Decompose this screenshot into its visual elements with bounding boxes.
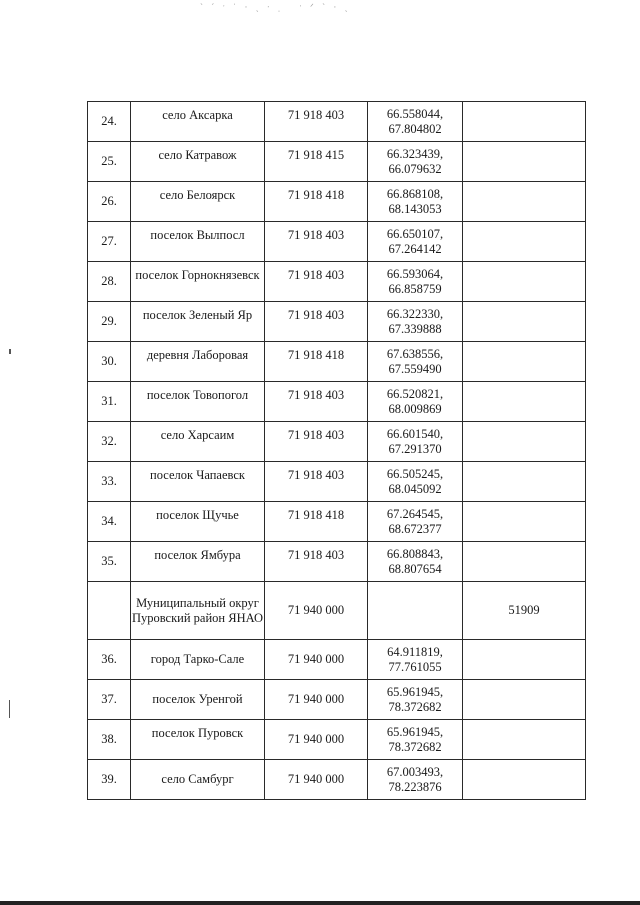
code-cell [463,342,586,382]
row-number: 25. [88,142,131,182]
coordinates [368,640,463,680]
table-row [88,302,586,342]
table-row [88,542,586,582]
latitude: 66.323439, [386,146,444,161]
coordinates [368,720,463,760]
coordinates [368,422,463,462]
longitude: 68.045092 [388,481,442,496]
oktmo-code-text: 71 918 415 [287,148,345,162]
latitude: 66.322330, [386,306,444,321]
oktmo-code [265,302,368,342]
code-cell [463,462,586,502]
code-cell [463,262,586,302]
table-row [88,640,586,680]
table-row [88,720,586,760]
row-number: 36. [88,640,131,680]
longitude: 68.807654 [388,561,442,576]
settlement-name: поселок Уренгой [131,680,265,720]
longitude: 67.339888 [388,321,442,336]
settlement-name: село Самбург [131,760,265,800]
longitude: 66.079632 [388,161,442,176]
coordinates [368,302,463,342]
settlement-name-text: поселок Пуровск [151,726,244,740]
settlement-name-text: поселок Ямбура [154,548,241,562]
longitude: 78.372682 [388,699,442,714]
longitude: 68.143053 [388,201,442,216]
longitude: 67.559490 [388,361,442,376]
code-cell [463,142,586,182]
row-number [88,582,131,640]
code-cell [463,222,586,262]
settlement-name [131,262,265,302]
settlement-name-text: село Харсаим [160,428,235,442]
oktmo-code-text: 71 918 403 [287,428,345,442]
oktmo-code [265,382,368,422]
row-number: 33. [88,462,131,502]
row-number: 39. [88,760,131,800]
table-row [88,422,586,462]
latitude: 66.593064, [386,266,444,281]
scan-artifact: ˋ ˊ ˑ ˈ · ˏ ᐧ ˌ ˑ ᐟ ˋ · ˏ [200,2,351,12]
oktmo-code: 71 940 000 [265,720,368,760]
settlement-name-text: деревня Лаборовая [146,348,249,362]
settlement-name [131,720,265,760]
oktmo-code-text: 71 918 418 [287,188,345,202]
table-row [88,262,586,302]
latitude: 67.003493, [386,764,444,779]
code-cell [463,182,586,222]
coordinates [368,582,463,640]
settlement-name [131,422,265,462]
settlements-table-body [88,102,586,800]
oktmo-code [265,222,368,262]
longitude: 67.804802 [388,121,442,136]
longitude: 77.761055 [388,659,442,674]
oktmo-code: 71 940 000 [265,640,368,680]
code-cell [463,382,586,422]
table-row [88,680,586,720]
coordinates [368,342,463,382]
code-cell [463,502,586,542]
oktmo-code [265,542,368,582]
code-cell [463,760,586,800]
row-number: 29. [88,302,131,342]
longitude: 68.009869 [388,401,442,416]
settlement-name [131,342,265,382]
latitude: 66.650107, [386,226,444,241]
row-number: 28. [88,262,131,302]
coordinates [368,262,463,302]
row-number: 30. [88,342,131,382]
row-number: 38. [88,720,131,760]
oktmo-code: 71 940 000 [265,760,368,800]
coordinates [368,222,463,262]
row-number: 24. [88,102,131,142]
oktmo-code [265,142,368,182]
oktmo-code: 71 940 000 [265,582,368,640]
table-row [88,382,586,422]
longitude: 78.372682 [388,739,442,754]
oktmo-code [265,502,368,542]
oktmo-code-text: 71 918 418 [287,348,345,362]
settlement-name-text: село Белоярск [159,188,236,202]
code-cell [463,422,586,462]
district-name: Муниципальный округ Пуровский район ЯНАО [131,582,265,640]
row-number: 27. [88,222,131,262]
oktmo-code [265,342,368,382]
row-number: 37. [88,680,131,720]
table-row [88,502,586,542]
coordinates [368,382,463,422]
code-cell [463,720,586,760]
row-number: 26. [88,182,131,222]
longitude: 66.858759 [388,281,442,296]
coordinates [368,760,463,800]
latitude: 65.961945, [386,724,444,739]
settlement-name [131,502,265,542]
code-cell: 51909 [463,582,586,640]
settlement-name-text: поселок Товопогол [146,388,249,402]
settlement-name [131,382,265,422]
latitude: 66.520821, [386,386,444,401]
longitude: 78.223876 [388,779,442,794]
scan-border [0,901,640,905]
code-cell [463,102,586,142]
oktmo-code [265,262,368,302]
latitude: 66.558044, [386,106,444,121]
coordinates [368,680,463,720]
row-number: 34. [88,502,131,542]
oktmo-code-text: 71 918 403 [287,308,345,322]
settlement-name-text: село Катравож [158,148,237,162]
scan-artifact [9,349,11,354]
latitude: 65.961945, [386,684,444,699]
latitude: 67.264545, [386,506,444,521]
settlement-name [131,182,265,222]
oktmo-code-text: 71 918 403 [287,388,345,402]
coordinates [368,142,463,182]
settlement-name [131,542,265,582]
latitude: 66.601540, [386,426,444,441]
table-row [88,760,586,800]
oktmo-code [265,102,368,142]
row-number: 35. [88,542,131,582]
oktmo-code: 71 940 000 [265,680,368,720]
latitude: 67.638556, [386,346,444,361]
settlement-name-text: село Аксарка [162,108,233,122]
settlement-name [131,302,265,342]
oktmo-code-text: 71 918 403 [287,268,345,282]
oktmo-code-text: 71 918 403 [287,108,345,122]
table-row [88,222,586,262]
settlements-table [87,101,586,800]
settlement-name-text: поселок Вылпосл [150,228,245,242]
coordinates [368,502,463,542]
code-cell [463,680,586,720]
code-cell [463,302,586,342]
code-cell [463,640,586,680]
settlement-name [131,102,265,142]
oktmo-code-text: 71 918 418 [287,508,345,522]
settlement-name [131,142,265,182]
table-row [88,182,586,222]
latitude: 66.505245, [386,466,444,481]
coordinates [368,102,463,142]
table-row [88,142,586,182]
scan-artifact [9,700,10,718]
latitude: 64.911819, [387,644,443,659]
coordinates [368,182,463,222]
oktmo-code-text: 71 918 403 [287,468,345,482]
coordinates [368,462,463,502]
oktmo-code [265,422,368,462]
settlement-name-text: поселок Щучье [156,508,239,522]
oktmo-code [265,182,368,222]
settlement-name [131,222,265,262]
longitude: 68.672377 [388,521,442,536]
settlement-name-text: поселок Чапаевск [150,468,245,482]
coordinates [368,542,463,582]
longitude: 67.264142 [388,241,442,256]
table-row [88,102,586,142]
code-cell [463,542,586,582]
settlement-name [131,462,265,502]
oktmo-code-text: 71 918 403 [287,228,345,242]
latitude: 66.868108, [386,186,444,201]
settlement-name: город Тарко-Сале [131,640,265,680]
oktmo-code [265,462,368,502]
settlement-name-text: поселок Горнокнязевск [135,268,260,282]
longitude: 67.291370 [388,441,442,456]
oktmo-code-text: 71 918 403 [287,548,345,562]
row-number: 31. [88,382,131,422]
table-row [88,462,586,502]
district-header-row [88,582,586,640]
table-row [88,342,586,382]
row-number: 32. [88,422,131,462]
latitude: 66.808843, [386,546,444,561]
settlement-name-text: поселок Зеленый Яр [142,308,253,322]
